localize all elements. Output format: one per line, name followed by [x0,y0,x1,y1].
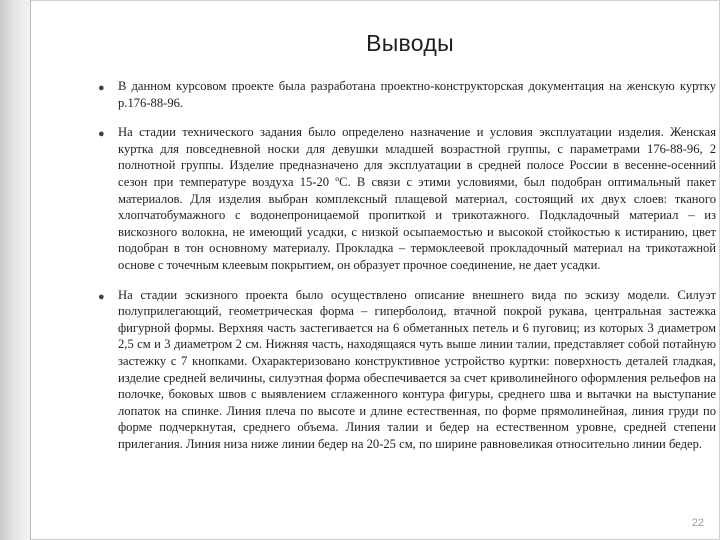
bullet-item-1 [96,78,716,111]
bullet-icon: ● [98,128,105,141]
bullet-item-2 [96,124,716,273]
bullet-text-3: На стадии эскизного проекта было осуществлено описание внешнего вида по эскизу модели. Силуэт полуприлегающий, геометрическая форма – гиперболоид, втачной покрой рукава, центральная застежка фигурной формы. Верхняя часть застегивается на 6 обметанных петель и 6 пуговиц; из которых 3 диаметром 2,5 см и 3 диаметром 2 см. Нижняя часть, находящаяся чуть выше линии талии, представляет собой потайную застежку с 7 кнопками. Охарактеризовано конструктивное устройство куртки: поверхность деталей гладкая, изделие средней величины, силуэтная форма обеспечивается за счет криволинейного оформления рельефов на полочке, боковых швов с выявлением сглаженного контура фигуры, среднего шва и вытачки на выступание лопаток на спинке. Линия плеча по высоте и длине естественная, по форме прямолинейная, линия груди по форме подчеркнутая, среднего объема. Линия талии и бедер на естественном уровне, средней степени прилегания. Линия низа ниже линии бедер на 20-25 см, по ширине равновеликая относительно линии бедер. [118,287,716,451]
slide-left-divider [30,0,31,540]
slide-title: Выводы [366,30,454,56]
slide-content [96,78,716,452]
slide-left-decor-band [0,0,30,540]
bullet-icon: ● [98,82,105,94]
bullet-icon: ● [98,290,105,303]
bullet-text-2: На стадии технического задания было определено назначение и условия эксплуатации изделия. Женская куртка для повседневной носки для девушки младшей возрастной группы, с параметрами 176-88-96, 2 полнотной группы. Изделие предназначено для эксплуатации в средней полосе России в весенне-осенний сезон при температуре воздуха 15-20 ºС. В связи с этими условиями, был подобран оптимальный пакет материалов. Для изделия выбран комплексный плащевой материал, состоящий их двух слоев: тканого хлопчатобумажного с водонепроницаемой пропиткой и трикотажного. Подкладочный материал – из вискозного волокна, не имеющий усадки, с низкой осыпаемостью и высокой стойкостью к истиранию, цвет подобран в тон основному материалу. Прокладка – термоклеевой прокладочный материал на трикотажной основе с точечным клеевым покрытием, он образует прочное соединение, не дает усадки. [118,125,716,272]
bullet-item-3 [96,287,716,453]
bullet-text-1: В данном курсовом проекте была разработана проектно-конструкторская документация на женскую куртку р.176-88-96. [118,79,716,110]
page-number: 22 [691,517,704,529]
